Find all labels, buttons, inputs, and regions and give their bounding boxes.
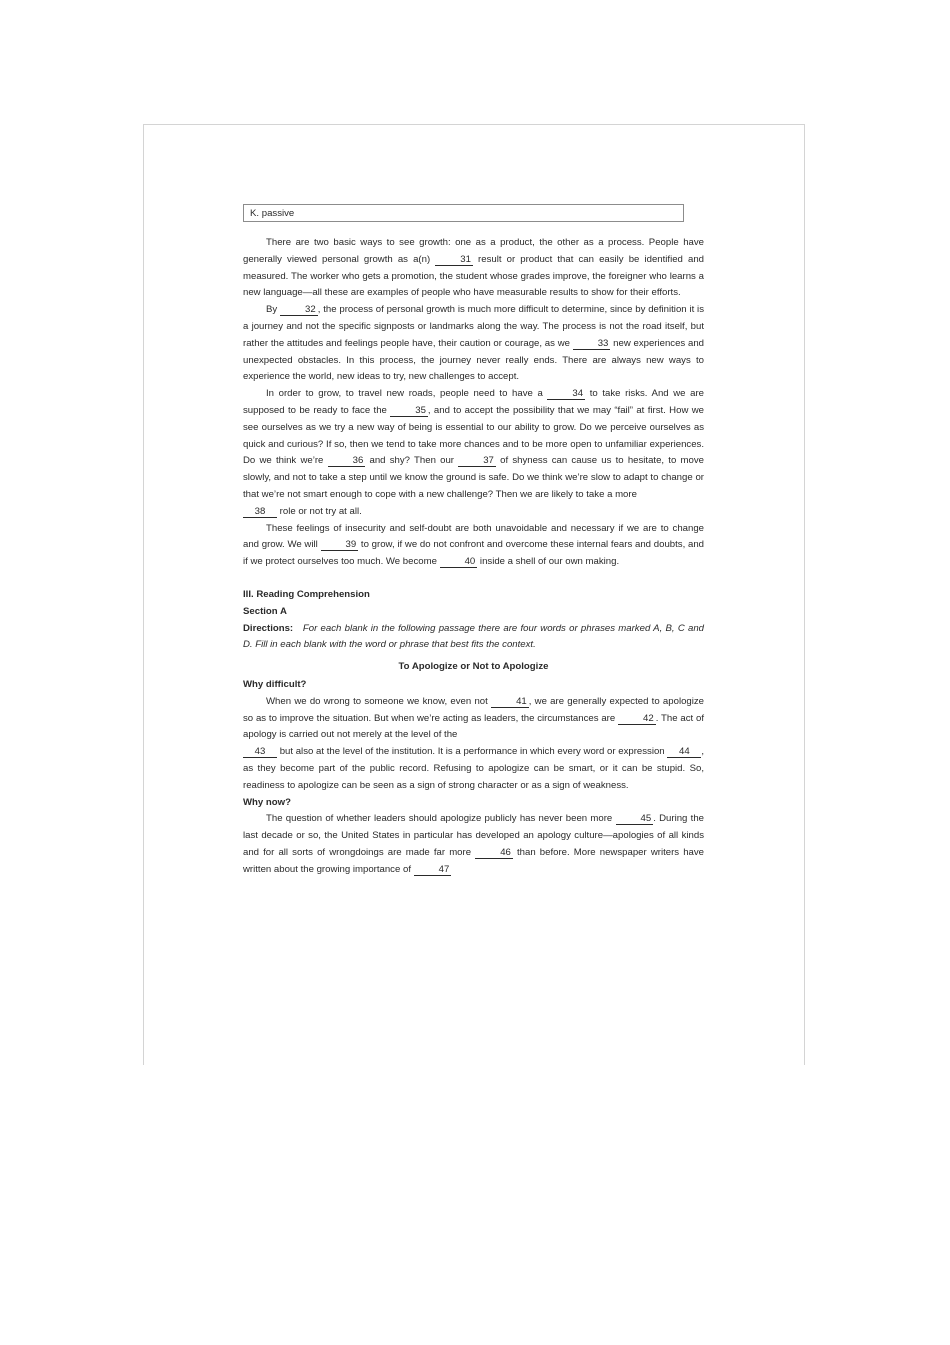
passage1-paragraph4 [243,521,704,571]
directions [243,621,704,655]
blank-39: 39 [321,539,359,551]
passage1-paragraph3-continued [243,504,704,521]
blank-37: 37 [458,455,496,467]
text: to take risks. And we are supposed to be ready to face the [243,388,705,416]
directions-text: For each blank in the following passage there are four words or phrases marked A, B, C and D. Fill in each blank with the word or phrase that best fits the context. [243,622,705,651]
text: , as they become part of the public record. Refusing to apologize can be smart, or it can be stupid. So, readiness to apologize can be seen as a sign of strong character or as a sign of weakness. [243,746,704,791]
text: , the process of personal growth is much more difficult to determine, since by definition it is a journey and not the specific signposts or landmarks along the way. The process is not the road itself, but rather the attitudes and feelings people have, their caution or courage, as we [243,304,704,349]
passage1-paragraph3 [243,386,704,504]
text: These feelings of insecurity and self-doubt are both unavoidable and necessary if we are to change and grow. We will [243,522,704,551]
blank-33: 33 [573,338,611,350]
text: role or not try at all. [277,505,362,517]
blank-46: 46 [475,847,513,859]
passage2-paragraph1 [243,694,704,744]
option-box: K. passive [243,204,684,222]
text: . The act of apology is carried out not merely at the level of the [243,712,704,741]
blank-31: 31 [435,254,473,266]
blank-34: 34 [547,388,585,400]
blank-36: 36 [328,455,366,467]
text: of shyness can cause us to hesitate, to move slowly, and not to take a step until we know the ground is safe. Do we think we’re slow to adapt to change or that we’re not smart enough to cope with a new challenge? Then we are likely to take a more [243,455,704,500]
blank-42: 42 [618,713,656,725]
blank-38: 38 [243,506,277,518]
text: When we do wrong to someone we know, even not [266,695,492,707]
blank-44: 44 [667,746,701,758]
blank-47: 47 [414,864,452,876]
blank-43: 43 [243,746,277,758]
text: new experiences and unexpected obstacles. In this process, the journey never really ends. There are always new ways to experience the world, new ideas to try, new challenges to accept. [243,337,704,383]
section-heading: III. Reading Comprehension [243,588,370,600]
blank-45: 45 [616,813,654,825]
blank-35: 35 [390,405,428,417]
text: , we are generally expected to apologize so as to improve the situation. But when we’re acting as leaders, the circumstances are [243,695,705,724]
text: In order to grow, to travel new roads, people need to have a [266,388,548,400]
text: The question of whether leaders should apologize publicly has never been more [266,813,616,825]
passage2-paragraph2 [243,811,704,878]
text: There are two basic ways to see growth: one as a product, the other as a process. People have generally viewed personal growth as a(n) [243,237,704,265]
text: and shy? Then our [365,455,459,467]
text: but also at the level of the institution. It is a performance in which every word or expression [277,746,668,758]
text: than before. More newspaper writers have written about the growing importance of [243,846,704,875]
passage1-paragraph2 [243,302,704,386]
blank-40: 40 [440,556,478,568]
directions-label: Directions: [243,622,294,634]
document-content [243,204,704,878]
passage2-paragraph1-continued [243,744,704,794]
blank-32: 32 [280,304,318,316]
section-subheading: Section A [243,605,287,617]
text: . During the last decade or so, the United States in particular has developed an apology culture—apologies of all kinds and for all sorts of wrongdoings are made far more [243,813,704,858]
text: inside a shell of our own making. [477,556,620,568]
text: to grow, if we do not confront and overcome these internal fears and doubts, and if we protect ourselves too much. We become [243,539,705,568]
passage2-title: To Apologize or Not to Apologize [398,661,549,673]
blank-41: 41 [491,696,529,708]
text: , and to accept the possibility that we may “fail” at first. How we see ourselves as we try a new way of being is essential to our ability to grow. Do we perceive ourselves as quick and curious? If so, then we tend to take more chances and to be more open to unfamiliar experiences. Do we think we’re [243,404,704,467]
text: result or product that can easily be identified and measured. The worker who gets a promotion, the student whose grades improve, the foreigner who learns a new language—all these are examples of people who have measurable results to show for their efforts. [243,253,705,299]
passage2-heading-why-difficult: Why difficult? [243,678,307,690]
passage2-heading-why-now: Why now? [243,796,291,808]
text: By [266,304,281,316]
passage1-paragraph1 [243,235,704,302]
